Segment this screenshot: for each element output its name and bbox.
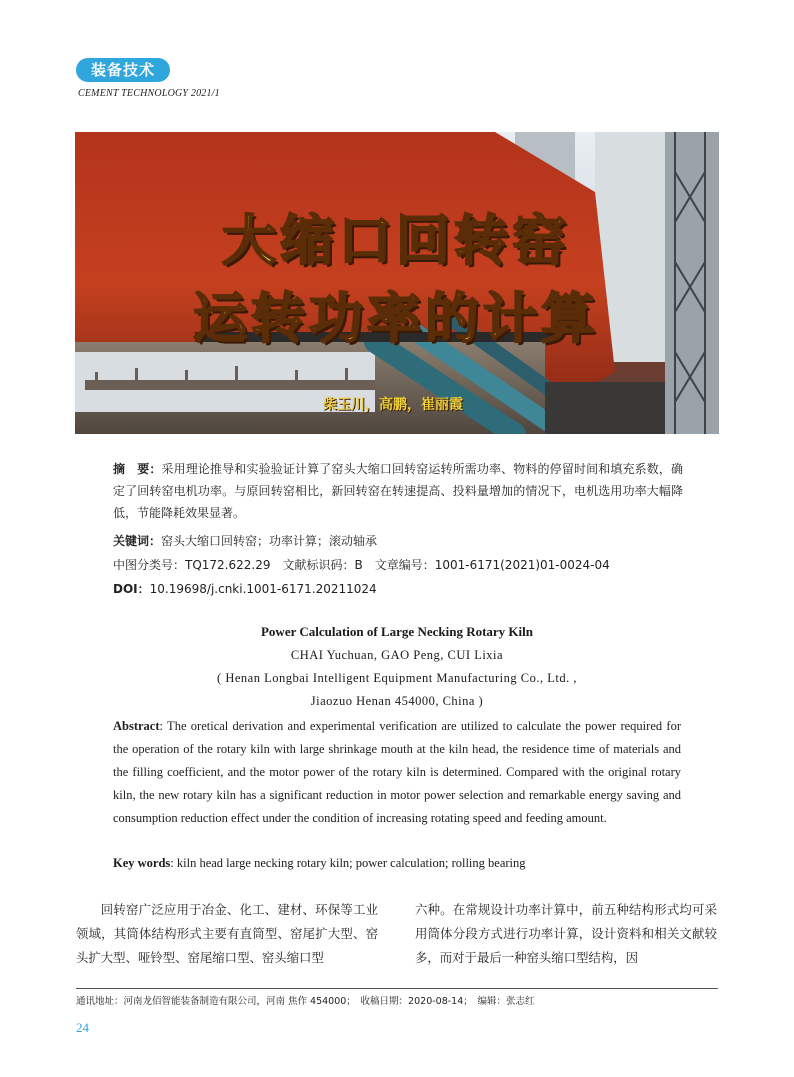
- hero-title-line-1: 大缩口回转窑: [222, 209, 570, 272]
- en-title: Power Calculation of Large Necking Rotary Kiln: [260, 624, 533, 639]
- hero-authors: 柴玉川，高鹏，崔丽霞: [323, 397, 463, 413]
- cn-keywords: [113, 532, 377, 549]
- page-number: 24: [76, 1020, 89, 1035]
- journal-name: CEMENT TECHNOLOGY 2021/1: [78, 88, 220, 99]
- cn-classification: 中图分类号：TQ172.622.29 文献标识码：B 文章编号：1001-6171(2021)01-0024-04: [113, 558, 610, 572]
- cn-doi-label: DOI：: [113, 582, 150, 596]
- cn-doi: [113, 580, 377, 597]
- en-keywords-label: Key words: [113, 856, 171, 870]
- en-abstract-text: : The oretical derivation and experimental verification are utilized to calculate the power required for the operation of the rotary kiln with large shrinkage mouth at the kiln head, the residence time of materials and the filling coefficient, and the motor power of the rotary kiln is determined. Compared with the original rotary kiln, the new rotary kiln has a significant reduction in motor power selection and remarkable energy saving and consumption reduction effect under the condition of increasing rotating speed and feeding amount.: [113, 719, 681, 825]
- en-affiliation-1: ( Henan Longbai Intelligent Equipment Manufacturing Co., Ltd. ,: [217, 671, 577, 685]
- cn-abstract-text: 采用理论推导和实验验证计算了窑头大缩口回转窑运转所需功率、物料的停留时间和填充系数，确定了回转窑电机功率。与原回转窑相比，新回转窑在转速提高、投料量增加的情况下，电机选用功率大幅降低，节能降耗效果显著。: [113, 462, 683, 520]
- en-keywords: [113, 856, 526, 871]
- hero-title-line-2: 运转功率的计算: [193, 287, 599, 350]
- cn-abstract-label: 摘 要：: [113, 462, 162, 476]
- footer-note: 通讯地址：河南龙佰智能装备制造有限公司，河南 焦作 454000； 收稿日期：2020-08-14； 编辑：张志红: [76, 996, 535, 1007]
- en-abstract-label: Abstract: [113, 719, 160, 733]
- cn-keywords-text: 窑头大缩口回转窑；功率计算；滚动轴承: [161, 534, 378, 548]
- cn-abstract: [113, 458, 683, 524]
- cn-keywords-label: 关键词：: [113, 534, 162, 548]
- en-keywords-text: : kiln head large necking rotary kiln; power calculation; rolling bearing: [170, 856, 526, 870]
- cn-doi-text: 10.19698/j.cnki.1001-6171.20211024: [149, 582, 377, 596]
- body-right-column: 六种。在常规设计功率计算中，前五种结构形式均可采用筒体分段方式进行功率计算，设计资料和相关文献较多，而对于最后一种窑头缩口型结构，因: [415, 902, 717, 965]
- footer-divider: [76, 988, 718, 989]
- section-badge: 装备技术: [76, 58, 170, 82]
- en-affiliation-2: Jiaozuo Henan 454000, China ): [310, 694, 484, 708]
- hero-image: [75, 132, 719, 434]
- en-abstract: [113, 715, 681, 830]
- body-left-column: 回转窑广泛应用于冶金、化工、建材、环保等工业领域，其筒体结构形式主要有直筒型、窑尾扩大型、窑头扩大型、哑铃型、窑尾缩口型、窑头缩口型: [76, 902, 378, 965]
- en-authors: CHAI Yuchuan, GAO Peng, CUI Lixia: [290, 648, 504, 662]
